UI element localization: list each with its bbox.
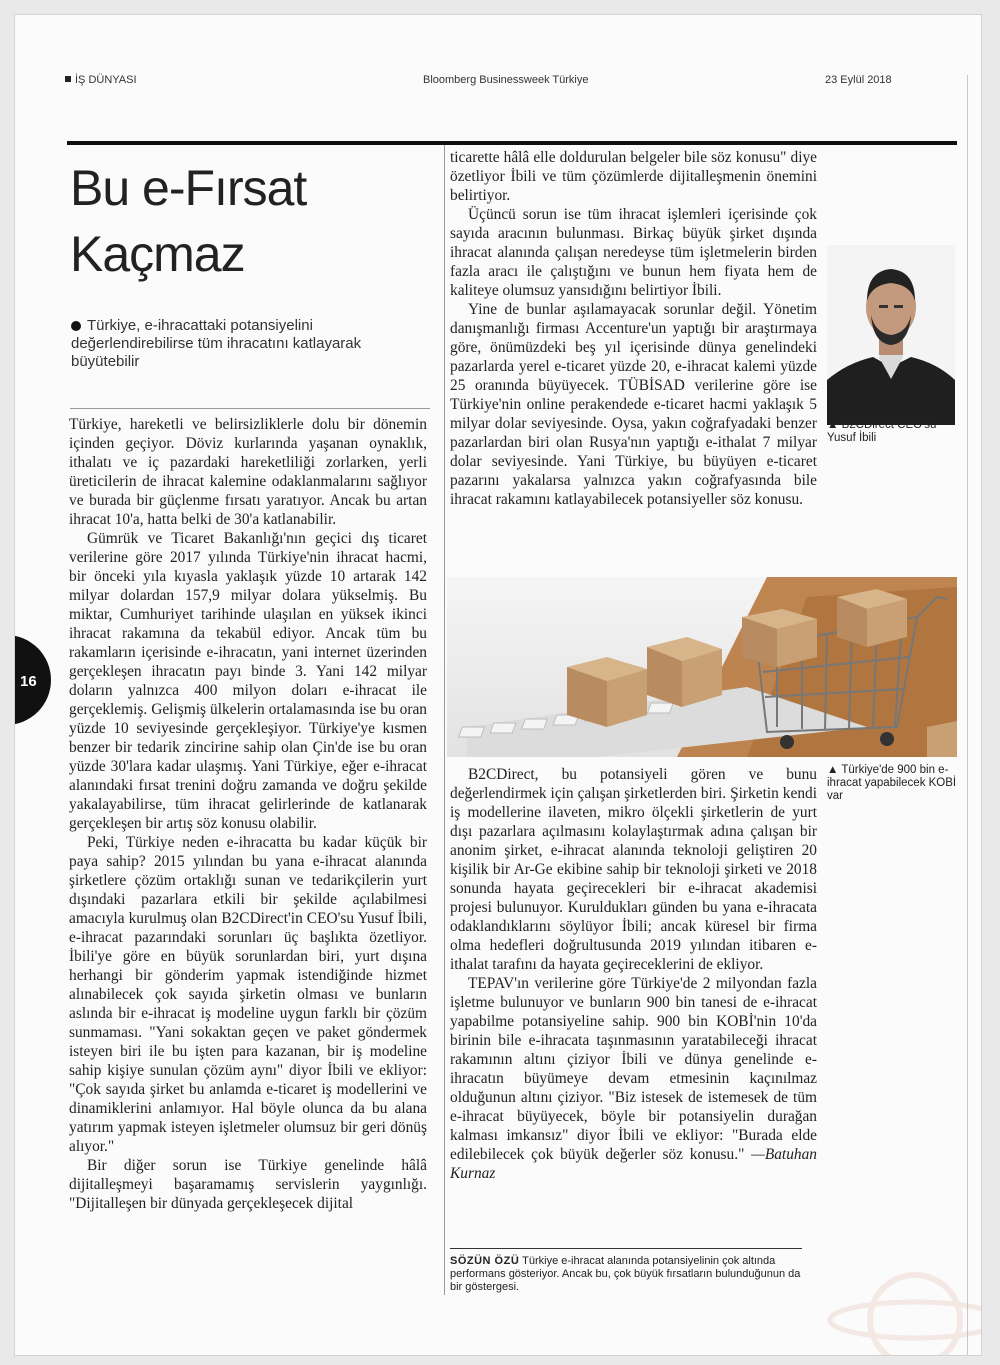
paragraph: Peki, Türkiye neden e-ihracatta bu kadar küçük bir paya sahip? 2015 yılından bu yana e-ihracat alanında şirketlere çözüm ortaklığı sunan ve tedarikçilerin yurt dışındaki pazarlara etkili bir şekilde açılabilmesi amacıyla kurulmuş olan B2CDirect'in CEO'su Yusuf İbili, e-ihracat pazarındaki sorunları üç başlıkta özetliyor. İbili'ye göre en büyük sorunlardan biri, yurt dışına herhangi bir gönderim yapmak istendiğinde hizmet alınabilecek çok sayıda şirketin olması ve bunların aslında bir e-ihracat iş modeline uygun farklı bir çözüm sunmaması. "Yani sokaktan geçen ve paket göndermek isteyen biri ile bu işten para kazanan, bir iş modeline sahip kişiye sunulan çözüm aynı" diyor İbili ve ekliyor: "Çok sayıda şirket bu anlamda e-ticaret iş modellerini ve dinamiklerini anlamıyor. Hal böyle olunca da bu alana yatırım yapmak isteyen işletmeler olumsuz bir geri dönüş alıyor." xyxy=(69,834,427,1155)
section-square-icon xyxy=(65,76,71,82)
pull-quote xyxy=(450,1255,810,1294)
body-column-2-top xyxy=(450,148,817,509)
issue-date: 23 Eylül 2018 xyxy=(825,74,892,86)
body-column-1 xyxy=(69,415,427,1213)
article-headline xyxy=(70,155,430,287)
body-column-2-bottom xyxy=(450,765,817,1183)
right-margin-line xyxy=(967,75,968,1355)
deck-rule xyxy=(70,408,430,409)
paragraph: Türkiye, hareketli ve belirsizliklerle dolu bir dönemin içinden geçiyor. Döviz kurlarında yaşanan oynaklık, ithalatı ve iç pazardaki hareketliliği zorlarken, yerli üreticilerin de ihracat kalemine odaklanmalarını sağlıyor ve burada bir güçlenme fırsatı yaratıyor. Ancak bu artan ihracat 10'a, hatta belki de 30'a katlanabilir. xyxy=(69,416,427,528)
paragraph: Yine de bunlar aşılamayacak sorunlar değil. Yönetim danışmanlığı firması Accenture'un yaptığı bir araştırmaya göre, önümüzdeki beş yıl içerisinde dünya genelindeki pazarlarda yerel e-ticaret yüzde 20, e-ihracat kalemi yüzde 25 oranında büyüyecek. TÜBİSAD verilerine göre ise Türkiye'nin online perakendede e-ticaret hacmi yaklaşık 5 milyar dolar seviyesinde. Oysa, yakın coğrafyadaki benzer pazarlardan biri olan Rusya'nın yaptığı e-ithalat 7 milyar dolar seviyesinde. Yani Türkiye, bu büyüyen e-ticaret pazarını yakalarsa yalnızca yakın coğrafyasında bile ihracat rakamını katlayabilecek potansiyeller söz konusu. xyxy=(450,301,817,508)
quote-rule xyxy=(450,1248,802,1249)
deck-text: Türkiye, e-ihracattaki potansiyelini değerlendirebilirse tüm ihracatını katlayarak büyütebilir xyxy=(71,317,362,370)
page-number: 16 xyxy=(20,673,37,690)
paragraph: Gümrük ve Ticaret Bakanlığı'nın geçici dış ticaret verilerine göre 2017 yılında Türkiye'nin ihracat hacmi, bir önceki yıla kıyasla yaklaşık yüzde 10 artarak 142 milyar dolardan 157,9 milyar dolara yükselmiş. Bu miktar, Cumhuriyet tarihinde ulaşılan en yüksek ikinci ihracat rakamına da tekabül ediyor. Ancak tüm bu rakamların içerisinde e-ihracatın, yani internet üzerinden gerçekleşen ihracatın payı binde 3. Yani 142 milyar doların yalnızca 400 milyon doları e-ihracat ile gerçeklemiş. Gelişmiş ülkelerin ortalamasında ise bu oran yüzde 10 seviyesinde gerçekleşiyor. Türkiye'ye kısmen benzer bir tedarik zincirine sahip olan Çin'de ise bu oran yüzde 30'lara kadar ulaşmış. Yani Türkiye, eğer e-ihracat alanındaki fırsat trenini doğru zamanda ve doğru şekilde yakalayabilirse, tüm ihracat gelirlerinde de katlanarak gerçekleşen bir artış söz konusu olabilir. xyxy=(69,530,427,832)
photo-caption: ▲ Türkiye'de 900 bin e-ihracat yapabilecek KOBİ var xyxy=(827,764,957,802)
byline: —Batuhan Kurnaz xyxy=(450,1146,817,1182)
watermark-planet-icon xyxy=(815,1250,982,1356)
section-label xyxy=(65,74,137,86)
header-rule xyxy=(67,141,957,145)
portrait-image xyxy=(827,245,955,425)
column-divider xyxy=(444,145,445,1295)
publication-name: Bloomberg Businessweek Türkiye xyxy=(423,74,589,86)
article-deck xyxy=(71,317,421,371)
paragraph: B2CDirect, bu potansiyeli gören ve bunu değerlendirmek için çalışan şirketlerden biri. Şirketin kendi iş modellerine ilaveten, mikro ölçekli şirketlerin de yurt dışı pazarlara açılmasını kolaylaştırmak adına çalışan bir anonim şirket, e-ihracat alanında teknoloji geliştiren 20 kişilik bir Ar-Ge ekibine sahip bir teknoloji şirketi ve 2018 sonunda hayata geçirecekleri bir e-ihracat akademisi projesi bulunuyor. Kuruldukları günden bu yana e-ihracata odaklandıklarını söylüyor İbili; ancak küresel bir firma olma hedefleri doğrultusunda 2019 yılından itibaren e-ithalat tarafını da hayata geçireceklerini de ekliyor. xyxy=(450,766,817,973)
headline-line-2: Kaçmaz xyxy=(70,226,245,282)
quote-text: Türkiye e-ihracat alanında potansiyelinin çok altında performans gösteriyor. Ancak bu, çok büyük fırsatların bulunduğunun da bir göstergesi. xyxy=(450,1255,801,1293)
magazine-page xyxy=(14,14,982,1356)
portrait-caption: ▲ B2CDirect CEO'su Yusuf İbili xyxy=(827,419,937,444)
portrait-photo xyxy=(827,245,955,425)
quote-label: SÖZÜN ÖZÜ xyxy=(450,1255,520,1267)
shopping-cart-boxes-image xyxy=(447,577,957,757)
paragraph: Bir diğer sorun ise Türkiye genelinde hâlâ dijitalleşmeyi başaramamış servislerin yaygınlığı. "Dijitalleşen bir dünyada gerçekleşecek dijital xyxy=(69,1157,427,1212)
headline-line-1: Bu e-Fırsat xyxy=(70,160,307,216)
section-text: İŞ DÜNYASI xyxy=(75,74,137,86)
paragraph: ticarette hâlâ elle doldurulan belgeler bile söz konusu" diye özetliyor İbili ve tüm çözümlerde dijitalleşmenin önemini belirtiyor. xyxy=(450,149,817,204)
bullet-icon xyxy=(71,321,81,331)
paragraph xyxy=(450,974,817,1183)
paragraph: Üçüncü sorun ise tüm ihracat işlemleri içerisinde çok sayıda aracının bulunması. Birkaç büyük şirket dışında ihracat alanında çalışan neredeyse tüm işletmelerin birden fazla aracı ile çalıştığını ve bunun hem fiyata hem de kaliteye olumsuz yansıdığını belirtiyor İbili. xyxy=(450,206,817,299)
paragraph-text: TEPAV'ın verilerine göre Türkiye'de 2 milyondan fazla işletme bulunuyor ve bunların 900 bin tanesi de e-ihracat yapabilme potansiyeline sahip. 900 bin KOBİ'nin 10'da birinin bile e-ihracata taşınmasının yaratabileceği ihracat rakamının altını çiziyor İbili ve dünya genelinde e-ihracatın büyümeye devam etmesinin kaçınılmaz olduğunun altını çiziyor. "Biz istesek de istemesek de tüm e-ihracat büyüyecek, böyle bir potansiyelin durağan kalması imkansız" diyor İbili ve ekliyor: "Burada elde edilebilecek çok büyük değerler söz konusu." xyxy=(450,975,817,1163)
boxes-cart-photo xyxy=(447,577,957,757)
